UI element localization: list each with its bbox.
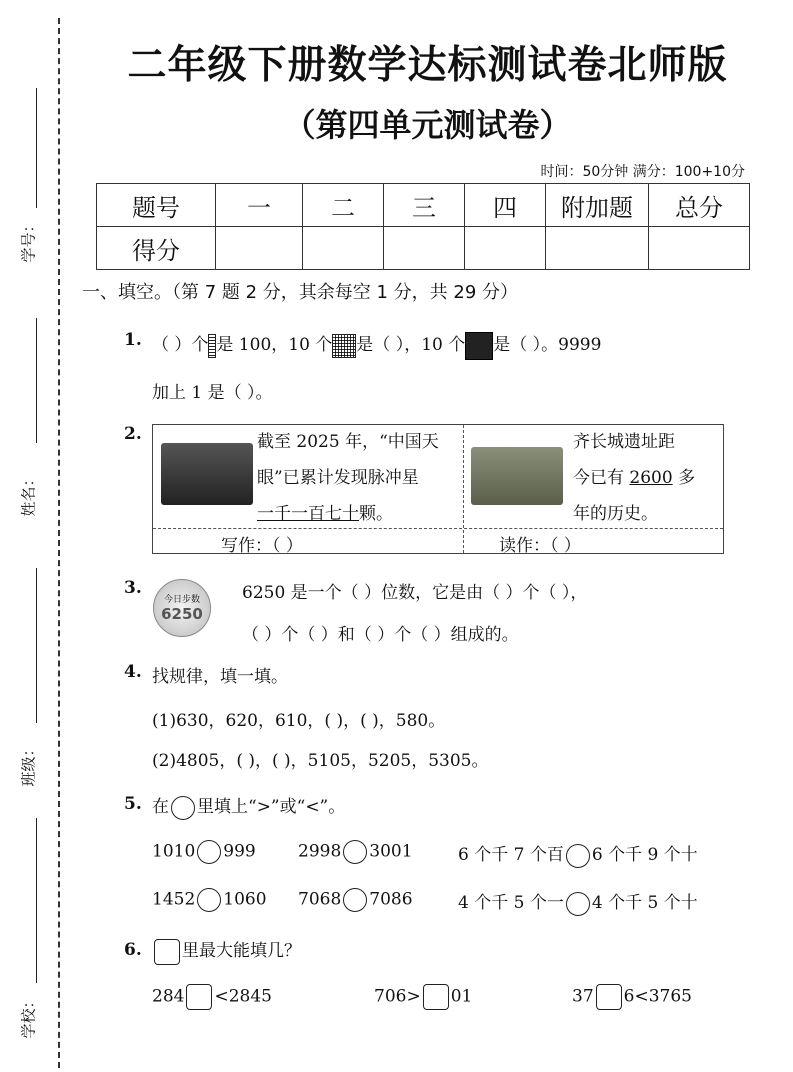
score-input-cell[interactable] <box>465 227 546 270</box>
compare-circle[interactable] <box>343 888 367 912</box>
q6-right: 6<3765 <box>623 986 692 1007</box>
cube-block-icon <box>465 332 493 360</box>
q6-title-text: 里最大能填几？ <box>182 941 301 961</box>
compare-circle[interactable] <box>197 840 221 864</box>
square-icon <box>154 939 180 965</box>
q1-text-c: 是（ ），10 个 <box>356 335 466 355</box>
q4-title: 找规律，填一填。 <box>152 667 288 687</box>
q6-left: 706> <box>374 986 421 1007</box>
q1-line1 <box>152 330 601 360</box>
q5-title-a: 在 <box>152 797 169 817</box>
score-header-cell: 三 <box>384 184 465 227</box>
q2-write-answer[interactable]: 写作：（ ） <box>221 536 303 556</box>
q1-text-d: 是（ ）。9999 <box>493 335 602 355</box>
q5-item <box>152 840 256 864</box>
compare-circle[interactable] <box>343 840 367 864</box>
score-header-cell: 二 <box>303 184 384 227</box>
binding-line <box>58 18 60 1068</box>
q5-left: 6 个千 7 个百 <box>458 845 564 865</box>
score-header-cell: 附加题 <box>546 184 649 227</box>
q1-text-a: （ ）个 <box>152 335 209 355</box>
q5-right: 999 <box>223 841 256 862</box>
class-line <box>36 568 38 723</box>
q5-right: 6 个千 9 个十 <box>591 845 698 865</box>
score-row-label: 得分 <box>97 227 216 270</box>
score-input-cell[interactable] <box>546 227 649 270</box>
q5-right: 1060 <box>223 889 267 910</box>
score-input-cell[interactable] <box>384 227 465 270</box>
compare-circle[interactable] <box>197 888 221 912</box>
q6-item <box>374 984 472 1010</box>
q5-item <box>298 888 413 912</box>
score-input-cell[interactable] <box>303 227 384 270</box>
score-input-cell[interactable] <box>649 227 750 270</box>
student-id-label: 学号： <box>19 217 38 263</box>
q2-underlined-number: 一千一百七十 <box>257 504 359 524</box>
score-header-cell: 一 <box>216 184 303 227</box>
score-table <box>96 183 750 270</box>
q5-item <box>298 840 413 864</box>
q6-right: 01 <box>450 986 473 1007</box>
q3-line2: （ ）个（ ）和（ ）个（ ）组成的。 <box>242 625 519 645</box>
compare-circle[interactable] <box>566 844 590 868</box>
q1-text-b: 是 100，10 个 <box>216 335 333 355</box>
q5-right: 4 个千 5 个十 <box>591 893 698 913</box>
q5-item <box>458 840 698 868</box>
student-id-line <box>36 88 38 208</box>
step-badge-value: 6250 <box>161 605 203 623</box>
question-number: 4. <box>124 662 142 682</box>
answer-box[interactable] <box>423 984 449 1010</box>
q5-right: 3001 <box>369 841 413 862</box>
q2-underlined-number: 2600 <box>629 468 673 488</box>
q5-item <box>458 888 698 916</box>
q2-left-text: 眼”已累计发现脉冲星 <box>257 468 419 488</box>
q5-title-b: 里填上“>”或“<”。 <box>197 797 346 817</box>
name-label: 姓名： <box>19 471 38 517</box>
q6-left: 284 <box>152 986 185 1007</box>
telescope-photo <box>161 443 253 505</box>
q2-right-text: 年的历史。 <box>573 504 658 524</box>
q5-left: 7068 <box>298 889 342 910</box>
page-title: 二年级下册数学达标测试卷北师版 <box>127 43 728 88</box>
q6-item <box>572 984 692 1010</box>
question-number: 3. <box>124 578 142 598</box>
step-badge-label: 今日步数 <box>163 595 200 605</box>
great-wall-photo <box>471 447 563 505</box>
flat-block-icon <box>332 334 356 358</box>
class-label: 班级： <box>19 741 38 787</box>
q2-frame <box>152 424 724 554</box>
score-header-cell: 四 <box>465 184 546 227</box>
q4-line2: (2)4805，( )，( )，5105，5205，5305。 <box>152 751 489 771</box>
q5-left: 2998 <box>298 841 342 862</box>
q1-line2: 加上 1 是（ ）。 <box>152 383 273 403</box>
q3-line1: 6250 是一个（ ）位数，它是由（ ）个（ ）， <box>242 583 588 603</box>
frame-divider <box>153 528 723 529</box>
score-input-cell[interactable] <box>216 227 303 270</box>
q6-right: <2845 <box>214 986 272 1007</box>
q2-read-answer[interactable]: 读作：（ ） <box>499 536 581 556</box>
score-table-score-row <box>97 227 750 270</box>
compare-circle[interactable] <box>566 892 590 916</box>
q5-left: 1010 <box>152 841 196 862</box>
q5-item <box>152 888 267 912</box>
score-header-cell: 总分 <box>649 184 750 227</box>
step-count-badge <box>153 579 211 637</box>
q2-left-text: 截至 2025 年，“中国天 <box>257 432 439 452</box>
score-table-header-row <box>97 184 750 227</box>
school-line <box>36 818 38 983</box>
frame-divider <box>463 425 464 553</box>
q5-left: 1452 <box>152 889 196 910</box>
circle-icon <box>171 796 195 820</box>
question-number: 5. <box>124 794 142 814</box>
name-line <box>36 318 38 443</box>
q6-item <box>152 984 272 1010</box>
q2-right-text-c: 多 <box>678 468 696 488</box>
q6-title <box>152 936 301 965</box>
answer-box[interactable] <box>186 984 212 1010</box>
q2-right-text: 齐长城遗址距 <box>573 432 675 452</box>
score-header-cell: 题号 <box>97 184 216 227</box>
question-number: 6. <box>124 940 142 960</box>
q5-right: 7086 <box>369 889 413 910</box>
q5-title <box>152 792 345 820</box>
section-heading: 一、填空。（第 7 题 2 分，其余每空 1 分，共 29 分） <box>82 282 519 303</box>
q2-left-text <box>257 499 393 524</box>
q2-right-text <box>573 463 695 488</box>
question-number: 1. <box>124 330 142 350</box>
question-number: 2. <box>124 424 142 444</box>
school-label: 学校： <box>19 993 38 1039</box>
q6-left: 37 <box>572 986 594 1007</box>
time-info: 时间：50分钟 满分：100+10分 <box>540 164 745 180</box>
q4-line1: (1)630，620，610，( )，( )，580。 <box>152 711 446 731</box>
page-subtitle: （第四单元测试卷） <box>283 106 572 144</box>
q5-left: 4 个千 5 个一 <box>458 893 564 913</box>
q2-right-text-a: 今已有 <box>573 468 624 488</box>
answer-box[interactable] <box>596 984 622 1010</box>
q2-left-text-end: 颗。 <box>359 504 393 524</box>
